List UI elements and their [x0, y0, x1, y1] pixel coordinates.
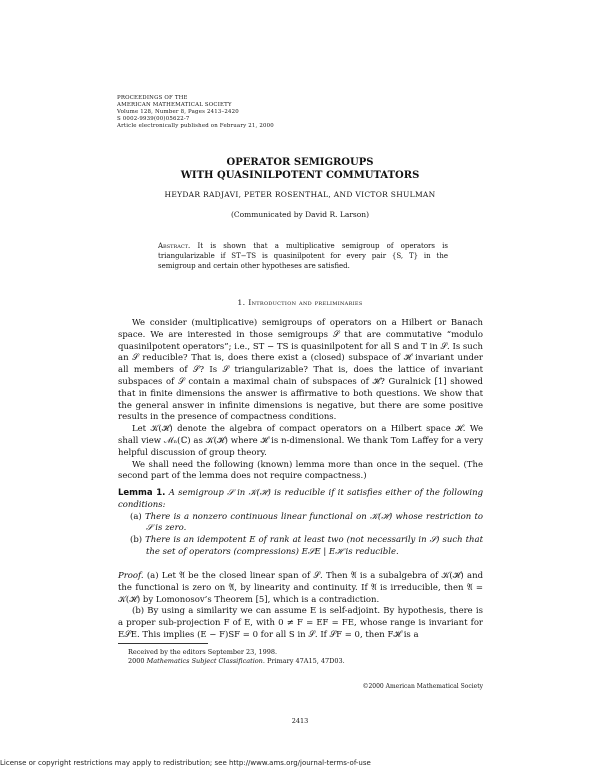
paper-title	[0, 156, 600, 182]
lemma-label: Lemma 1.	[118, 488, 166, 498]
lemma-item-b	[118, 535, 483, 559]
msc-note	[118, 657, 483, 666]
copyright-notice: ©2000 American Mathematical Society	[362, 683, 483, 690]
footnote-rule	[118, 643, 208, 644]
paragraph-2: Let 𝒦(ℋ) denote the algebra of compact operators on a Hilbert space ℋ. We shall view ℳₙ(ℂ) as 𝒦(ℋ) where ℋ is n-dimensional. We thank Tom Laffey for a very helpful discussion of group theory.	[118, 424, 483, 458]
msc-label: Mathematics Subject Classification.	[146, 657, 265, 665]
proof-part-a	[118, 571, 483, 606]
proof	[118, 571, 483, 642]
title-line-2: WITH QUASINILPOTENT COMMUTATORS	[180, 170, 420, 181]
lemma-1	[118, 488, 483, 559]
abstract-text: It is shown that a multiplicative semigroup of operators is triangularizable if ST−TS is quasinilpotent for every pair {S, T} in the semigroup and certain other hypotheses are satisfied.	[158, 242, 448, 270]
lemma-statement	[118, 488, 483, 512]
abstract-label: Abstract.	[158, 242, 191, 250]
journal-header	[117, 95, 274, 130]
proof-part-b: (b) By using a similarity we can assume E is self-adjoint. By hypothesis, there is a proper sub-projection F of E, with 0 ≠ F = EF = FE, whose range is invariant for E𝒮E. This implies (E − F)SF = 0 for all S in 𝒮. If 𝒮F = 0, then Fℋ is a	[118, 606, 483, 640]
paragraph-1: We consider (multiplicative) semigroups of operators on a Hilbert or Banach space. We are interested in those semigroups 𝒮 that are commutative “modulo quasinilpotent operators”; i.e., ST − TS is quasinilpotent for all S and T in 𝒮. Is such an 𝒮 reducible? That is, does there exist a (closed) subspace of ℋ invariant under all members of 𝒮? Is 𝒮 triangularizable? That is, does the lattice of invariant subspaces of 𝒮 contain a maximal chain of subspaces of ℋ? Guralnick [1] showed that in finite dimensions the answer is affirmative to both questions. We show that the general answer in infinite dimensions is negative, but there are some positive results in the presence of compactness conditions.	[118, 318, 483, 423]
title-line-1: OPERATOR SEMIGROUPS	[226, 157, 374, 168]
volume-info: Volume 128, Number 8, Pages 2413–2420	[117, 108, 239, 115]
received-note: Received by the editors September 23, 1998.	[128, 648, 278, 656]
msc-year: 2000	[128, 657, 145, 665]
proof-label: Proof.	[118, 571, 144, 581]
section-heading: 1. Introduction and preliminaries	[237, 298, 363, 307]
issn: S 0002-9939(00)05622-7	[117, 115, 190, 122]
journal-name: PROCEEDINGS OF THE	[117, 95, 188, 101]
item-b-label: (b)	[130, 535, 143, 546]
item-a-label: (a)	[130, 511, 142, 522]
item-b-text: There is an idempotent E of rank at least two (not necessarily in 𝒮) such that the set of operators (compressions) E𝒮E | Eℋ is reducible.	[145, 535, 484, 557]
communicated-by: (Communicated by David R. Larson)	[230, 210, 370, 219]
item-a-text: There is a nonzero continuous linear functional on 𝒦(ℋ) whose restriction to 𝒮 is zero.	[145, 511, 484, 534]
license-notice: License or copyright restrictions may apply to redistribution; see http://www.ams.org/journal-terms-of-use	[0, 759, 371, 767]
body-text	[118, 318, 483, 483]
paragraph-3: We shall need the following (known) lemma more than once in the sequel. (The second part of the lemma does not require compactness.)	[118, 459, 483, 482]
lemma-item-a	[118, 512, 483, 536]
publication-date: Article electronically published on February 21, 2000	[117, 122, 274, 129]
authors: HEYDAR RADJAVI, PETER ROSENTHAL, AND VICTOR SHULMAN	[164, 190, 436, 199]
msc-codes: Primary 47A15, 47D03.	[267, 657, 345, 665]
society-name: AMERICAN MATHEMATICAL SOCIETY	[117, 101, 232, 108]
lemma-text: A semigroup 𝒮 in 𝒦(ℋ) is reducible if it satisfies either of the following conditions:	[118, 488, 484, 510]
abstract	[158, 241, 448, 271]
proof-a-text: (a) Let 𝔄 be the closed linear span of 𝒮. Then 𝔄 is a subalgebra of 𝒦(ℋ) and the functional is zero on 𝔄, by linearity and continuity. If 𝔄 is irreducible, then 𝔄 = 𝒦(ℋ) by Lomonosov’s Theorem [5], which is a contradiction.	[118, 571, 484, 605]
page-number: 2413	[291, 717, 309, 725]
footnotes	[118, 648, 483, 666]
